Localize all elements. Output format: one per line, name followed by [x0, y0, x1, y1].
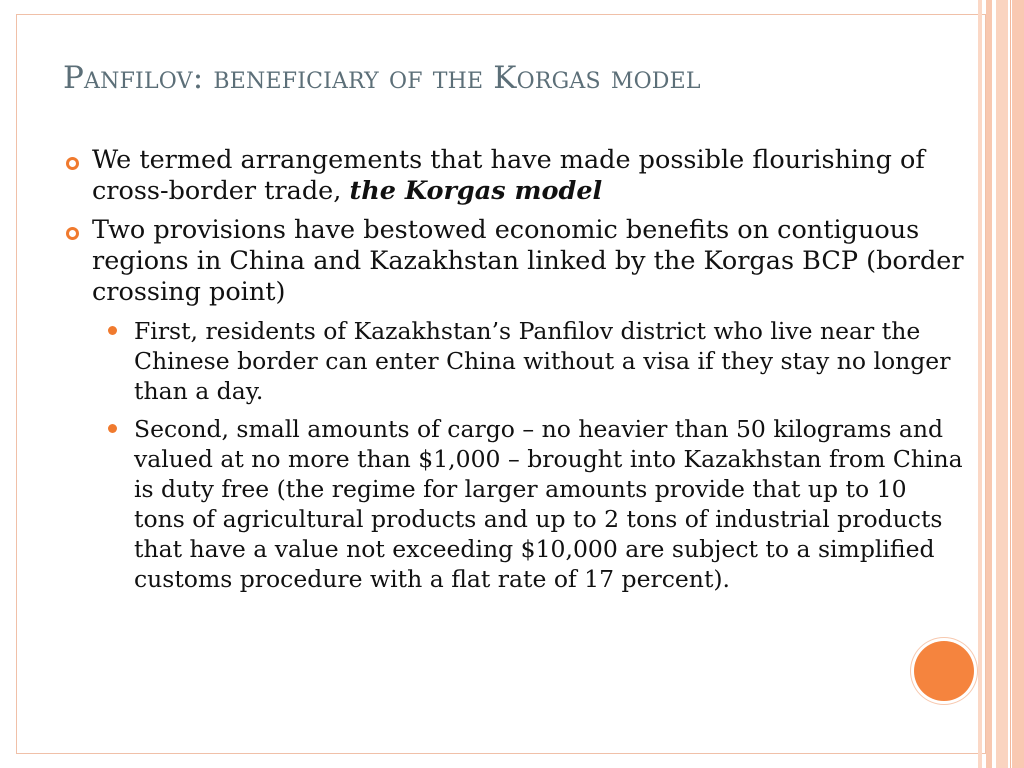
bullet-text: We termed arrangements that have made possible flourishing of cross-border trade,: [92, 145, 925, 206]
decorative-stripe: [978, 0, 982, 768]
decorative-stripe: [1012, 0, 1024, 768]
sub-bullet-item: [64, 414, 964, 594]
ring-bullet-icon: [66, 227, 79, 240]
slide-content: [64, 145, 964, 602]
bullet-emphasis: the Korgas model: [349, 176, 603, 206]
decorative-stripe: [996, 0, 1008, 768]
bullet-text: Two provisions have bestowed economic benefits on contiguous regions in China and Kazakhstan linked by the Korgas BCP (border crossing point): [92, 215, 964, 307]
orange-circle-icon: [914, 641, 974, 701]
decorative-stripe: [1010, 0, 1011, 768]
dot-bullet-icon: [108, 424, 117, 433]
ring-bullet-icon: [66, 157, 79, 170]
bullet-item: [64, 145, 964, 207]
sub-bullet-item: [64, 316, 964, 406]
decorative-stripe: [986, 0, 992, 768]
slide-title: Panfilov: beneficiary of the Korgas model: [63, 60, 701, 96]
bullet-item: [64, 215, 964, 308]
sub-bullet-text: Second, small amounts of cargo – no heavier than 50 kilograms and valued at no more than $1,000 – brought into Kazakhstan from China is duty free (the regime for larger amounts provide that up to 10 tons of agricultural products and up to 2 tons of industrial products that have a value not exceeding $10,000 are subject to a simplified customs procedure with a flat rate of 17 percent).: [134, 415, 963, 593]
dot-bullet-icon: [108, 326, 117, 335]
sub-bullet-text: First, residents of Kazakhstan’s Panfilov district who live near the Chinese border can enter China without a visa if they stay no longer than a day.: [134, 317, 951, 405]
